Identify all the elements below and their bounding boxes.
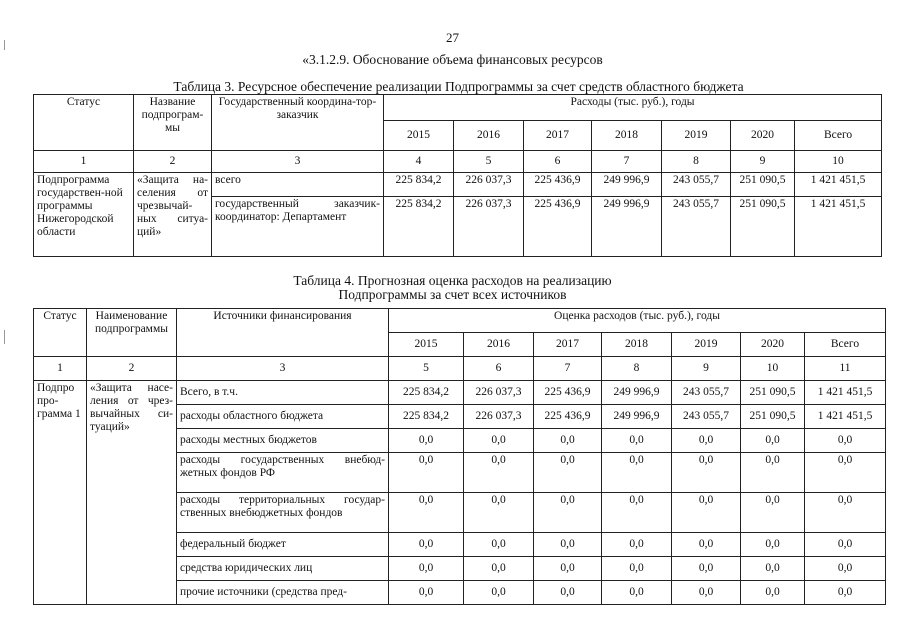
t4-index-cell: 11 <box>805 357 886 381</box>
t4-value-cell: 0,0 <box>805 533 886 557</box>
t3-index-cell: 2 <box>134 151 212 173</box>
t4-value-cell: 0,0 <box>672 453 741 493</box>
t4-header-status: Статус <box>34 309 87 357</box>
t3-header-status: Статус <box>34 95 134 151</box>
t4-year-2018: 2018 <box>602 333 672 357</box>
t3-row-label: государственный заказчик-координатор: Департамент <box>212 197 384 257</box>
t3-value-cell: 249 996,9 <box>592 173 662 197</box>
t4-row-label: расходы местных бюджетов <box>177 429 389 453</box>
t4-value-cell: 251 090,5 <box>741 405 805 429</box>
t4-value-cell: 0,0 <box>534 493 602 533</box>
t4-value-cell: 0,0 <box>464 557 534 581</box>
t3-header-name: Название подпрограм-мы <box>134 95 212 151</box>
t4-value-cell: 243 055,7 <box>672 381 741 405</box>
t4-year-2019: 2019 <box>672 333 741 357</box>
t4-value-cell: 0,0 <box>672 533 741 557</box>
t4-value-cell: 249 996,9 <box>602 405 672 429</box>
page-number: 27 <box>446 30 459 45</box>
t4-value-cell: 0,0 <box>741 581 805 605</box>
t4-value-cell: 0,0 <box>672 581 741 605</box>
t3-index-cell: 8 <box>662 151 731 173</box>
t3-index-cell: 6 <box>524 151 592 173</box>
t4-value-cell: 0,0 <box>672 557 741 581</box>
t3-header-expenses: Расходы (тыс. руб.), годы <box>384 95 882 121</box>
t4-row-label: федеральный бюджет <box>177 533 389 557</box>
t4-year-2015: 2015 <box>389 333 464 357</box>
t4-value-cell: 0,0 <box>805 429 886 453</box>
t4-value-cell: 0,0 <box>741 429 805 453</box>
t4-row-label: прочие источники (средства пред- <box>177 581 389 605</box>
t3-index-cell: 1 <box>34 151 134 173</box>
t3-year-total: Всего <box>795 121 882 151</box>
t3-value-cell: 225 436,9 <box>524 197 592 257</box>
t3-index-cell: 9 <box>731 151 795 173</box>
t3-index-cell: 7 <box>592 151 662 173</box>
t3-year-2016: 2016 <box>454 121 524 151</box>
t4-index-cell: 5 <box>389 357 464 381</box>
t4-value-cell: 0,0 <box>672 493 741 533</box>
scan-margin-mark <box>4 330 5 344</box>
t4-index-cell: 8 <box>602 357 672 381</box>
t3-status-cell: Подпрограмма государствен-ной программы Нижегородской области <box>34 173 134 257</box>
t4-value-cell: 0,0 <box>389 493 464 533</box>
section-title: «3.1.2.9. Обоснование объема финансовых ресурсов <box>302 52 603 67</box>
t3-value-cell: 243 055,7 <box>662 173 731 197</box>
t4-index-cell: 10 <box>741 357 805 381</box>
table4-caption <box>0 274 905 302</box>
t3-index-cell: 10 <box>795 151 882 173</box>
t3-row-label: всего <box>212 173 384 197</box>
t4-index-cell: 9 <box>672 357 741 381</box>
t3-index-cell: 3 <box>212 151 384 173</box>
t4-value-cell: 0,0 <box>805 453 886 493</box>
t4-value-cell: 0,0 <box>602 533 672 557</box>
table4-caption-line1: Таблица 4. Прогнозная оценка расходов на реализацию <box>293 273 612 288</box>
t4-value-cell: 0,0 <box>602 493 672 533</box>
t4-index-cell: 1 <box>34 357 87 381</box>
t4-value-cell: 0,0 <box>534 533 602 557</box>
t4-value-cell: 0,0 <box>534 557 602 581</box>
t4-value-cell: 0,0 <box>389 533 464 557</box>
t4-value-cell: 226 037,3 <box>464 381 534 405</box>
t4-value-cell: 0,0 <box>602 557 672 581</box>
t4-value-cell: 0,0 <box>741 453 805 493</box>
t4-value-cell: 0,0 <box>389 429 464 453</box>
t4-value-cell: 0,0 <box>741 493 805 533</box>
t4-value-cell: 0,0 <box>464 493 534 533</box>
t3-program-name-cell: «Защита на-селения от чрезвычай-ных ситуа-ций» <box>134 173 212 257</box>
t4-index-cell: 6 <box>464 357 534 381</box>
t4-value-cell: 225 834,2 <box>389 405 464 429</box>
t4-value-cell: 1 421 451,5 <box>805 381 886 405</box>
table4-caption-line2: Подпрограммы за счет всех источников <box>338 287 567 302</box>
t4-value-cell: 0,0 <box>389 581 464 605</box>
t3-value-cell: 251 090,5 <box>731 173 795 197</box>
t4-year-2016: 2016 <box>464 333 534 357</box>
t3-index-cell: 4 <box>384 151 454 173</box>
t4-value-cell: 0,0 <box>672 429 741 453</box>
t3-year-2017: 2017 <box>524 121 592 151</box>
t3-year-2020: 2020 <box>731 121 795 151</box>
t4-status-cell: Подпро про-грамма 1 <box>34 381 87 605</box>
t4-value-cell: 251 090,5 <box>741 381 805 405</box>
t3-header-coordinator: Государственный координа-тор-заказчик <box>212 95 384 151</box>
t4-year-2020: 2020 <box>741 333 805 357</box>
t4-value-cell: 225 834,2 <box>389 381 464 405</box>
t4-value-cell: 0,0 <box>741 557 805 581</box>
t3-value-cell: 243 055,7 <box>662 197 731 257</box>
t4-row-label: расходы территориальных государ-ственных внебюджетных фондов <box>177 493 389 533</box>
t3-value-cell: 225 834,2 <box>384 173 454 197</box>
t4-value-cell: 0,0 <box>741 533 805 557</box>
t3-value-cell: 226 037,3 <box>454 197 524 257</box>
t4-value-cell: 226 037,3 <box>464 405 534 429</box>
t3-index-cell: 5 <box>454 151 524 173</box>
t4-program-name-cell: «Защита насе-ления от чрез-вычайных си-туаций» <box>87 381 177 605</box>
t4-value-cell: 0,0 <box>389 557 464 581</box>
t3-value-cell: 226 037,3 <box>454 173 524 197</box>
t4-value-cell: 225 436,9 <box>534 405 602 429</box>
t4-index-cell: 3 <box>177 357 389 381</box>
t4-value-cell: 0,0 <box>602 581 672 605</box>
t4-value-cell: 0,0 <box>805 557 886 581</box>
t4-row-label: расходы государственных внебюд-жетных фондов РФ <box>177 453 389 493</box>
t4-header-sources: Источники финансирования <box>177 309 389 357</box>
table3 <box>33 94 882 257</box>
t3-value-cell: 225 834,2 <box>384 197 454 257</box>
t4-value-cell: 225 436,9 <box>534 381 602 405</box>
table3-caption: Таблица 3. Ресурсное обеспечение реализации Подпрограммы за счет средств областного бюджета <box>173 79 744 94</box>
t4-value-cell: 0,0 <box>534 453 602 493</box>
t4-index-cell: 7 <box>534 357 602 381</box>
t4-value-cell: 0,0 <box>464 581 534 605</box>
t3-value-cell: 1 421 451,5 <box>795 197 882 257</box>
t3-value-cell: 249 996,9 <box>592 197 662 257</box>
t3-value-cell: 225 436,9 <box>524 173 592 197</box>
t4-value-cell: 0,0 <box>464 429 534 453</box>
t3-value-cell: 1 421 451,5 <box>795 173 882 197</box>
t4-year-2017: 2017 <box>534 333 602 357</box>
t4-value-cell: 0,0 <box>602 429 672 453</box>
t4-value-cell: 1 421 451,5 <box>805 405 886 429</box>
t4-value-cell: 0,0 <box>602 453 672 493</box>
t4-value-cell: 0,0 <box>805 581 886 605</box>
t4-header-expenses: Оценка расходов (тыс. руб.), годы <box>389 309 886 333</box>
t4-value-cell: 0,0 <box>389 453 464 493</box>
t4-value-cell: 0,0 <box>534 581 602 605</box>
t4-value-cell: 0,0 <box>464 533 534 557</box>
t4-row-label: Всего, в т.ч. <box>177 381 389 405</box>
t3-year-2015: 2015 <box>384 121 454 151</box>
t3-year-2019: 2019 <box>662 121 731 151</box>
t4-value-cell: 0,0 <box>805 493 886 533</box>
t4-year-total: Всего <box>805 333 886 357</box>
t4-value-cell: 249 996,9 <box>602 381 672 405</box>
t4-value-cell: 0,0 <box>534 429 602 453</box>
t4-value-cell: 243 055,7 <box>672 405 741 429</box>
t4-header-name: Наименование подпрограммы <box>87 309 177 357</box>
t4-index-cell: 2 <box>87 357 177 381</box>
t3-value-cell: 251 090,5 <box>731 197 795 257</box>
t4-value-cell: 0,0 <box>464 453 534 493</box>
t3-year-2018: 2018 <box>592 121 662 151</box>
table4 <box>33 308 886 605</box>
t4-row-label: расходы областного бюджета <box>177 405 389 429</box>
t4-row-label: средства юридических лиц <box>177 557 389 581</box>
